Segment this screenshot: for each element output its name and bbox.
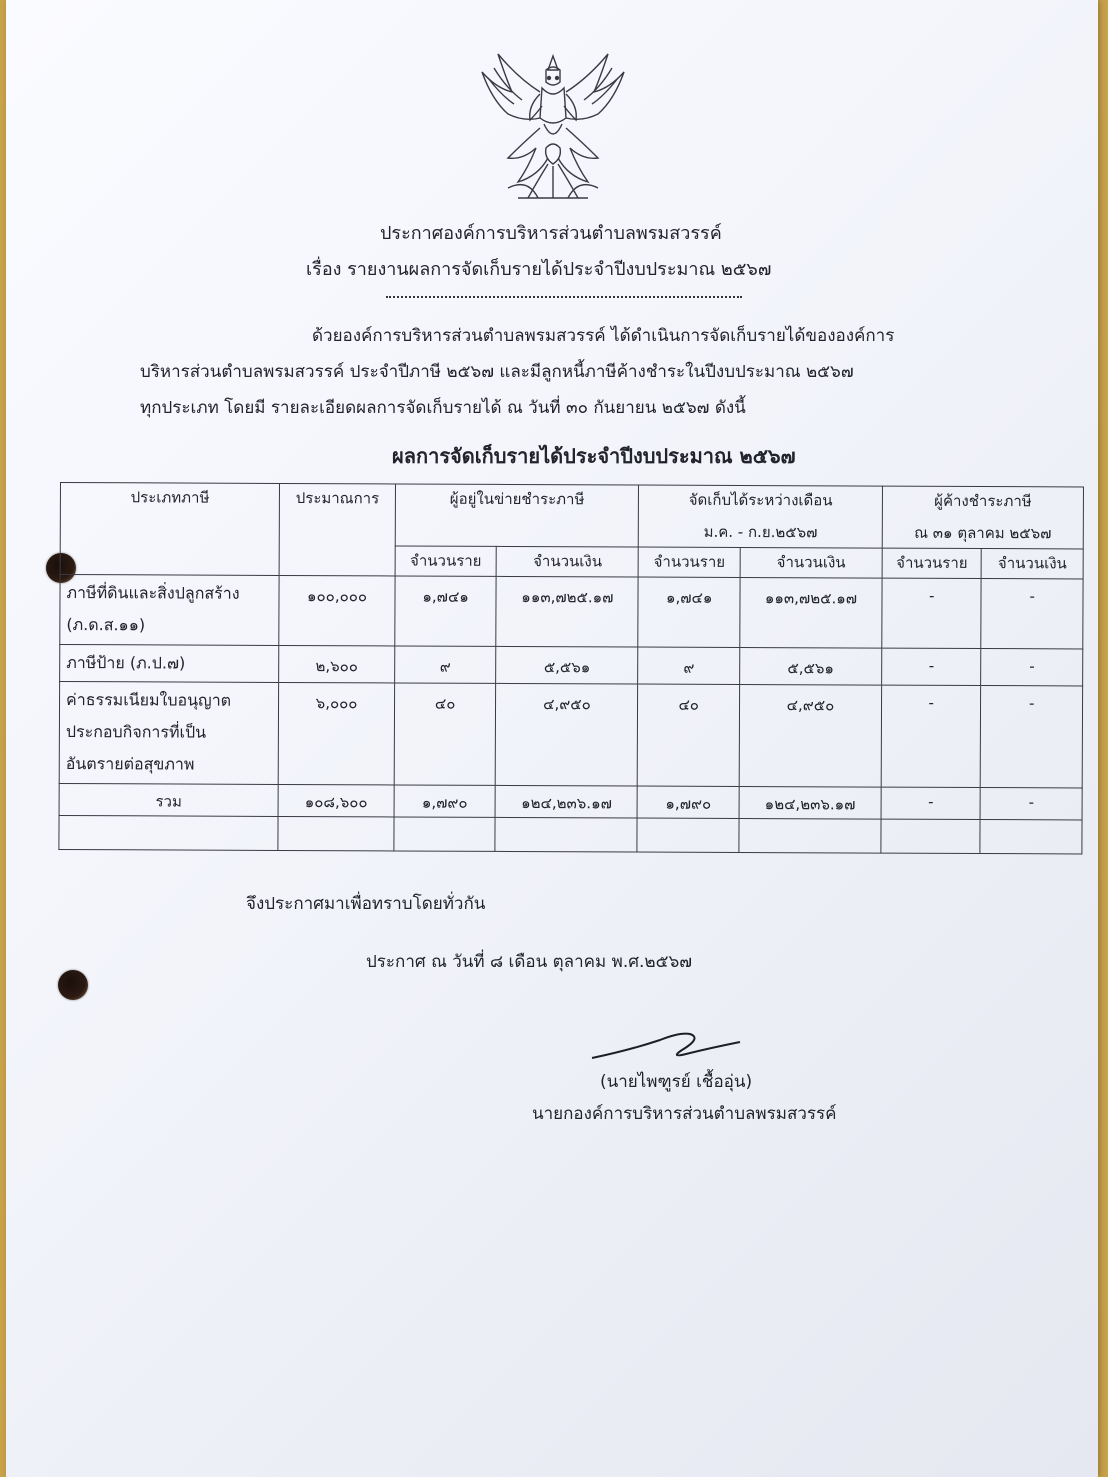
header-collected [639,485,883,548]
table-row [60,575,1083,649]
header-collected-period: ม.ค. - ก.ย.๒๕๖๗ [703,522,818,542]
header-outstanding-date: ณ ๓๑ ตุลาคม ๒๕๖๗ [914,523,1052,543]
header-tax-type: ประเภทภาษี [60,483,280,576]
table-row [59,682,1082,788]
out-amount-cell: - [981,686,1083,788]
col-amount-cell: ๔,๙๕๐ [739,685,882,787]
header-out-amount: จำนวนเงิน [982,549,1084,580]
table-row [60,644,1083,686]
empty-cell [739,818,881,853]
document-subject: เรื่อง รายงานผลการจัดเก็บรายได้ประจำปีงบประมาณ ๒๕๖๗ [306,259,772,280]
tax-type-line: ประกอบกิจการที่เป็น [65,722,207,742]
tax-type-line: (ภ.ด.ส.๑๑) [66,615,146,635]
header-estimate: ประมาณการ [279,483,395,576]
garuda-emblem-icon [478,48,628,206]
col-amount-cell: ๑๑๓,๗๒๕.๑๗ [740,578,882,648]
net-amount-cell: ๑๑๓,๗๒๕.๑๗ [496,577,638,647]
net-count-cell: ๑,๗๔๑ [395,576,497,646]
signer-name: (นายไพฑูรย์ เชื้ออุ่น) [600,1072,753,1092]
table-empty-row [59,815,1082,854]
tax-type-line: ภาษีที่ดินและสิ่งปลูกสร้าง [66,583,240,604]
empty-cell [881,819,981,854]
tax-type-line: อันตรายต่อสุขภาพ [65,754,195,774]
out-count-cell: - [882,648,982,686]
col-count-cell: ๙ [638,647,740,685]
total-label: รวม [59,783,278,816]
total-estimate: ๑๐๘,๖๐๐ [278,784,394,817]
empty-cell [278,816,394,851]
empty-cell [495,817,637,852]
header-net-count: จำนวนราย [395,546,497,577]
tax-type-cell [60,644,279,682]
net-count-cell: ๙ [395,646,497,684]
header-col-count: จำนวนราย [639,547,741,578]
announcement-date: ประกาศ ณ วันที่ ๘ เดือน ตุลาคม พ.ศ.๒๕๖๗ [366,952,693,972]
revenue-table [58,482,1084,854]
empty-cell [980,819,1082,854]
estimate-cell: ๑๐๐,๐๐๐ [279,576,395,646]
signature-image [590,1020,750,1070]
empty-cell [637,818,739,853]
tax-type-line: ค่าธรรมเนียมใบอนุญาต [66,690,232,710]
announcement-text: จึงประกาศมาเพื่อทราบโดยทั่วกัน [246,894,486,914]
document-title: ประกาศองค์การบริหารส่วนตำบลพรมสวรรค์ [380,223,722,244]
col-amount-cell: ๕,๕๖๑ [740,647,882,685]
signer-title: นายกองค์การบริหารส่วนตำบลพรมสวรรค์ [532,1104,837,1124]
net-amount-cell: ๔,๙๕๐ [496,683,639,785]
tax-type-cell [60,575,280,645]
header-outstanding-label: ผู้ค้างชำระภาษี [934,491,1032,511]
out-amount-cell: - [981,648,1083,686]
estimate-cell: ๖,๐๐๐ [278,683,394,785]
col-count-cell: ๑,๗๔๑ [638,578,740,648]
out-amount-cell: - [981,579,1083,649]
total-net-amount: ๑๒๔,๒๓๖.๑๗ [495,785,637,818]
paragraph-line-2: บริหารส่วนตำบลพรมสวรรค์ ประจำปีภาษี ๒๕๖๗ และมีลูกหนี้ภาษีค้างชำระในปีงบประมาณ ๒๕๖๗ [140,362,854,382]
total-col-count: ๑,๗๙๐ [637,786,739,819]
out-count-cell: - [881,685,981,787]
punch-hole-bottom [58,970,88,1000]
tax-type-line: ภาษีป้าย (ภ.ป.๗) [66,652,186,673]
total-col-amount: ๑๒๔,๒๓๖.๑๗ [739,786,881,819]
title-divider [386,296,742,298]
header-collected-label: จัดเก็บได้ระหว่างเดือน [688,490,833,510]
paragraph-line-1: ด้วยองค์การบริหารส่วนตำบลพรมสวรรค์ ได้ดำเนินการจัดเก็บรายได้ขององค์การ [312,326,895,346]
table-title: ผลการจัดเก็บรายได้ประจำปีงบประมาณ ๒๕๖๗ [392,444,796,468]
header-col-amount: จำนวนเงิน [740,548,882,579]
out-count-cell: - [882,579,982,649]
estimate-cell: ๒,๖๐๐ [279,645,395,683]
net-amount-cell: ๕,๕๖๑ [496,646,638,684]
total-out-amount: - [981,787,1083,820]
paragraph-line-3: ทุกประเภท โดยมี รายละเอียดผลการจัดเก็บรายได้ ณ วันที่ ๓๐ กันยายน ๒๕๖๗ ดังนี้ [140,398,746,418]
table-total-row [59,783,1082,820]
header-in-network: ผู้อยู่ในข่ายชำระภาษี [395,484,639,547]
total-net-count: ๑,๗๙๐ [394,785,496,818]
tax-type-cell [59,682,279,785]
header-out-count: จำนวนราย [882,548,982,579]
net-count-cell: ๔๐ [394,683,496,785]
empty-cell [59,815,278,850]
col-count-cell: ๔๐ [638,684,740,786]
total-out-count: - [881,787,981,820]
header-net-amount: จำนวนเงิน [496,547,638,578]
empty-cell [394,817,496,852]
header-outstanding [882,486,1083,549]
